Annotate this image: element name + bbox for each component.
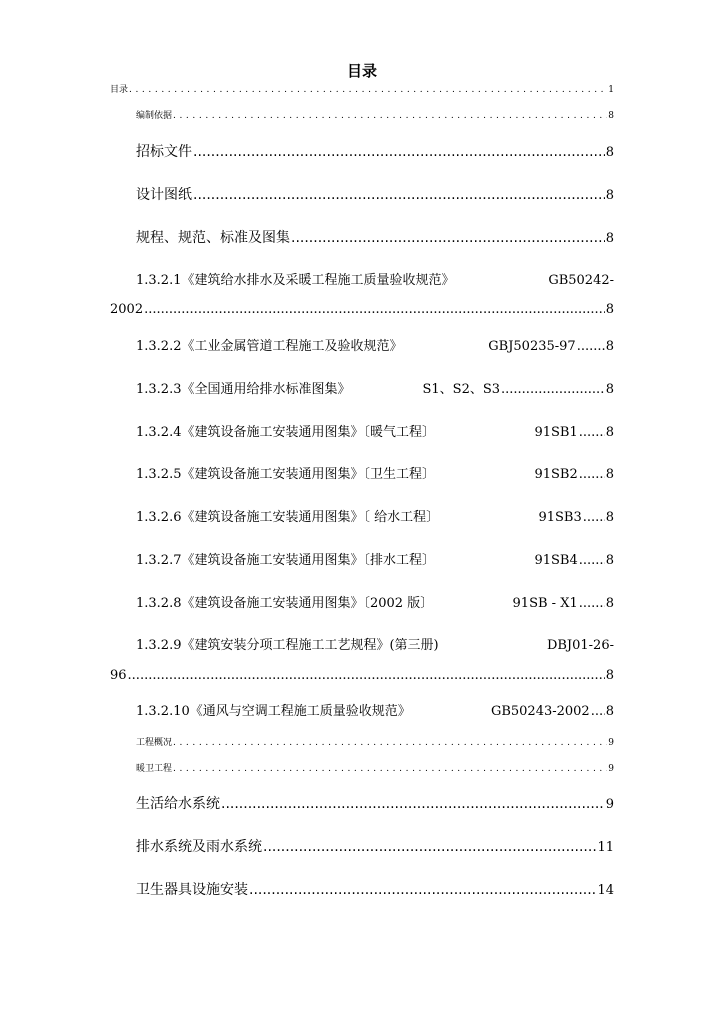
toc-entry-page: 8 [605,188,614,203]
toc-entry-label: 卫生器具设施安装 [136,882,248,898]
dot-leader [501,382,605,397]
toc-entry-label: 暖卫工程 [136,764,173,774]
dot-leader [173,111,607,121]
toc-entry-page: 8 [605,145,614,160]
dot-leader [128,668,605,683]
toc-entry-page: 9 [608,764,614,774]
toc-entry-label: 1.3.2.6《建筑设备施工安装通用图集》〔 给水工程〕 [136,510,440,525]
toc-entry-label: 编制依据 [136,111,173,121]
toc-entry[interactable] [136,634,614,653]
toc-entry-page: 8 [605,425,614,440]
toc-entry-page: 9 [608,738,614,748]
toc-entry[interactable] [136,879,614,899]
dot-leader [291,230,605,246]
toc-entry-code: GBJ50235-97 [488,339,576,354]
dot-leader [193,144,605,160]
dot-leader [591,704,605,719]
toc-entry-code: 91SB - X1 [512,596,578,611]
dot-leader [249,882,596,898]
toc-entry-label: 1.3.2.2《工业金属管道工程施工及验收规范》 [136,339,403,354]
toc-entry-code: 91SB4 [534,553,578,568]
dot-leader [577,339,605,354]
dot-leader [173,764,607,774]
toc-entry-code: S1、S2、S3 [422,382,501,397]
toc-entry[interactable] [110,82,614,95]
toc-entry-continuation[interactable] [110,302,614,317]
toc-entry-code: GB50243-2002 [490,704,590,719]
toc-entry-page: 8 [605,382,614,397]
toc-entry-page: 8 [605,596,614,611]
toc-entry-page: 8 [605,704,614,719]
toc-entry-page: 8 [605,339,614,354]
dot-leader [129,85,607,95]
toc-entry-page: 8 [608,111,614,121]
toc-entry[interactable] [136,227,614,247]
toc-entry-continuation[interactable] [110,668,614,683]
toc-entry[interactable] [136,506,614,525]
toc-entry-label: 1.3.2.3《全国通用给排水标准图集》 [136,382,351,397]
toc-entry-label: 1.3.2.5《建筑设备施工安装通用图集》〔卫生工程〕 [136,467,435,482]
toc-entry-label: 1.3.2.4《建筑设备施工安装通用图集》〔暖气工程〕 [136,425,435,440]
toc-entry-label: 目录 [110,85,129,95]
toc-entry-page: 8 [605,231,614,246]
toc-entry[interactable] [136,141,614,161]
toc-entry-label: 1.3.2.7《建筑设备施工安装通用图集》〔排水工程〕 [136,553,435,568]
toc-entry-code-continuation: 2002 [110,302,144,317]
toc-entry-page: 11 [597,840,614,855]
toc-entry-label: 生活给水系统 [136,796,220,812]
dot-leader [579,467,605,482]
toc-entry[interactable] [136,836,614,856]
toc-entry-page: 8 [605,510,614,525]
toc-entry-code: GB50242- [548,273,614,288]
toc-entry-code: 91SB3 [538,510,582,525]
toc-entry-page: 8 [605,302,614,317]
dot-leader [579,596,605,611]
toc-entry-label: 1.3.2.8《建筑设备施工安装通用图集》〔2002 版〕 [136,596,434,611]
toc-title: 目录 [346,62,377,80]
toc-entry[interactable] [136,735,614,748]
dot-leader [579,553,605,568]
toc-entry-label: 工程概况 [136,738,173,748]
toc-entry[interactable] [136,592,614,611]
toc-entry-page: 8 [605,668,614,683]
toc-entry[interactable] [136,378,614,397]
toc-entry[interactable] [136,269,614,288]
toc-entry-code: DBJ01-26- [546,638,614,653]
toc-entry[interactable] [136,108,614,121]
dot-leader [583,510,605,525]
toc-entry[interactable] [136,793,614,813]
toc-entry[interactable] [136,463,614,482]
dot-leader [579,425,605,440]
toc-entry-code: 91SB2 [534,467,578,482]
toc-entry[interactable] [136,549,614,568]
toc-entry-label: 1.3.2.9《建筑安装分项工程施工工艺规程》(第三册) [136,638,439,653]
dot-leader [173,738,607,748]
toc-entry-label: 规程、规范、标准及图集 [136,230,290,246]
toc-entry-label: 1.3.2.10《通风与空调工程施工质量验收规范》 [136,704,411,719]
toc-entry[interactable] [136,184,614,204]
toc-entry-label: 招标文件 [136,144,192,160]
dot-leader [263,839,596,855]
toc-entry[interactable] [136,761,614,774]
dot-leader [193,187,605,203]
toc-entry-label: 设计图纸 [136,187,192,203]
dot-leader [221,796,605,812]
dot-leader [144,302,605,317]
toc-entry-code: 91SB1 [534,425,578,440]
toc-entry-page: 14 [597,883,614,898]
toc-entry-page: 8 [605,467,614,482]
toc-entry-label: 1.3.2.1《建筑给水排水及采暖工程施工质量验收规范》 [136,273,455,288]
toc-entry[interactable] [136,700,614,719]
toc-entry-page: 8 [605,553,614,568]
toc-entry-code-continuation: 96 [110,668,127,683]
toc-entry[interactable] [136,335,614,354]
toc-entry[interactable] [136,421,614,440]
toc-entry-page: 9 [605,797,614,812]
toc-entry-page: 1 [608,85,614,95]
toc-entry-label: 排水系统及雨水系统 [136,839,262,855]
